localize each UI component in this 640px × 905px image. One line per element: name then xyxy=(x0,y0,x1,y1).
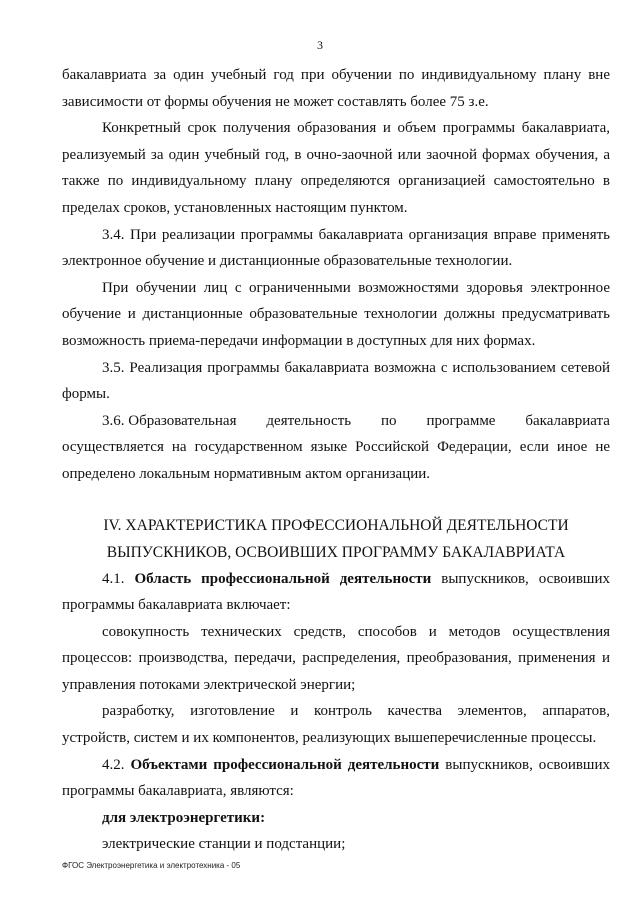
paragraph-disabilities: При обучении лиц с ограниченными возможностями здоровья электронное обучение и дистанционные образовательные технологии должны предусматривать возможность приема-передачи информации в доступных для них формах. xyxy=(62,279,610,349)
page-footer: ФГОС Электроэнергетика и электротехника - 05 xyxy=(62,861,241,870)
section-heading-line-2: ВЫПУСКНИКОВ, ОСВОИВШИХ ПРОГРАММУ БАКАЛАВРИАТА xyxy=(106,543,566,561)
paragraph-4-2 xyxy=(62,752,610,805)
paragraph-term-details: Конкретный срок получения образования и объем программы бакалавриата, реализуемый за один учебный год, в очно-заочной или заочной формах обучения, а также по индивидуальному плану определяются организацией самостоятельно в пределах сроков, установленных настоящим пунктом. xyxy=(62,120,610,216)
document-body xyxy=(62,62,610,858)
paragraph-3-6-first-line xyxy=(62,408,610,435)
paragraph-development: разработку, изготовление и контроль качества элементов, аппаратов, устройств, систем и их компонентов, реализующих вышеперечисленные процессы. xyxy=(62,703,610,747)
paragraph-4-1 xyxy=(62,566,610,619)
paragraph-3-6-rest: осуществляется на государственном языке Российской Федерации, если иное не определено локальным нормативным актом организации. xyxy=(62,439,610,482)
paragraph-4-1-term: Область профессиональной деятельности xyxy=(134,570,432,587)
paragraph-continuation: бакалавриата за один учебный год при обучении по индивидуальному плану вне зависимости от формы обучения не может составлять более 75 з.е. xyxy=(62,67,610,110)
paragraph-4-2-text: выпускников, освоивших программы бакалавриата, являются: xyxy=(62,756,611,800)
section-heading xyxy=(62,512,610,566)
paragraph-3-5: 3.5. Реализация программы бакалавриата возможна с использованием сетевой формы. xyxy=(62,359,610,403)
word: программе xyxy=(426,412,496,429)
paragraph-3-6 xyxy=(62,408,610,488)
word: по xyxy=(381,412,397,429)
subheading-power-engineering: для электроэнергетики: xyxy=(102,809,266,826)
word: 3.6. Образовательная xyxy=(102,412,237,429)
word: бакалавриата xyxy=(525,412,610,429)
paragraph-technical-means: совокупность технических средств, способов и методов осуществления процессов: производства, передачи, распределения, преобразования, применения и управления потоками электрической энергии; xyxy=(62,623,610,693)
paragraph-3-4: 3.4. При реализации программы бакалавриата организация вправе применять электронное обучение и дистанционные образовательные технологии. xyxy=(62,226,610,270)
paragraph-4-2-number: 4.2. xyxy=(102,756,131,773)
paragraph-4-2-term: Объектами профессиональной деятельности xyxy=(130,756,440,773)
paragraph-4-1-number: 4.1. xyxy=(102,570,135,587)
page-number: 3 xyxy=(317,38,323,52)
paragraph-stations: электрические станции и подстанции; xyxy=(102,836,346,853)
word: деятельность xyxy=(266,412,352,429)
section-heading-line-1: IV. ХАРАКТЕРИСТИКА ПРОФЕССИОНАЛЬНОЙ ДЕЯТЕЛЬНОСТИ xyxy=(103,516,569,534)
paragraph-4-1-text: выпускников, освоивших программы бакалавриата включает: xyxy=(62,570,610,614)
